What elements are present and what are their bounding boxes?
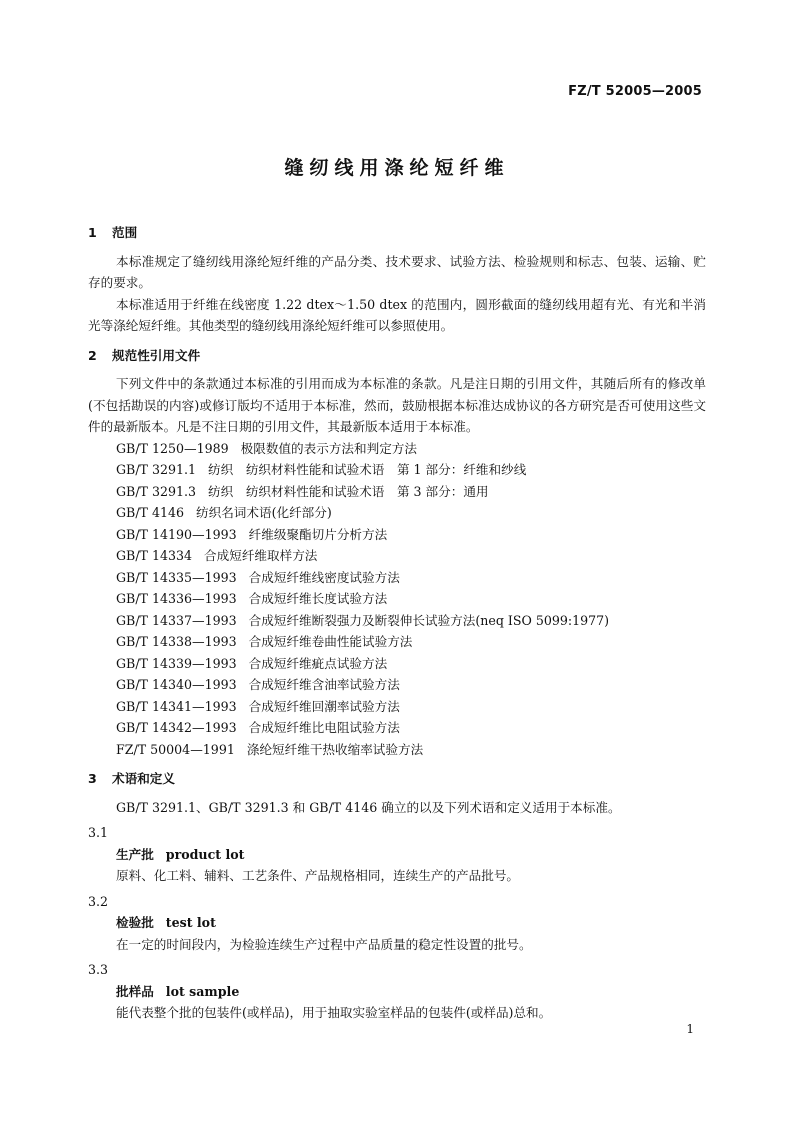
reference-title: 纺织名词术语(化纤部分)	[196, 505, 332, 520]
reference-title: 合成短纤维回潮率试验方法	[248, 698, 400, 714]
term-definition: 在一定的时间段内，为检验连续生产过程中产品质量的稳定性设置的批号。	[116, 936, 532, 952]
term-name-en: product lot	[165, 846, 245, 862]
term-definition: 能代表整个批的包装件(或样品)，用于抽取实验室样品的包装件(或样品)总和。	[116, 1005, 552, 1020]
reference-code: GB/T 14335—1993	[116, 569, 237, 585]
reference-code: GB/T 14337—1993	[116, 612, 237, 628]
reference-item	[88, 610, 706, 632]
reference-title: 合成短纤维卷曲性能试验方法	[248, 634, 413, 649]
reference-code: FZ/T 50004—1991	[116, 741, 235, 757]
section-scope	[88, 222, 706, 337]
reference-title: 合成短纤维断裂强力及断裂伸长试验方法(neq ISO 5099:1977)	[248, 612, 610, 628]
term-name-zh: 批样品	[116, 983, 154, 999]
reference-item	[88, 653, 706, 675]
section-title: 术语和定义	[112, 771, 175, 786]
section-references	[88, 345, 706, 761]
reference-item	[88, 438, 706, 460]
section-number: 1	[88, 225, 97, 240]
section-title: 范围	[112, 225, 138, 240]
section-title: 规范性引用文件	[112, 347, 201, 363]
section-number: 2	[88, 347, 97, 363]
reference-title: 合成短纤维取样方法	[204, 548, 318, 563]
paragraph: 本标准适用于纤维在线密度 1.22 dtex～1.50 dtex 的范围内，圆形截面的缝纫线用超有光、有光和半消光等涤纶短纤维。其他类型的缝纫线用涤纶短纤维可以参照使用。	[88, 296, 706, 333]
section-heading	[88, 222, 706, 244]
section-number: 3	[88, 771, 97, 786]
reference-code: GB/T 3291.3	[116, 483, 197, 499]
term-name	[88, 844, 706, 866]
reference-code: GB/T 14340—1993	[116, 677, 237, 692]
document-title: 缝纫线用涤纶短纤维	[284, 157, 510, 179]
reference-code: GB/T 1250—1989	[116, 440, 229, 456]
reference-code: GB/T 14334	[116, 548, 193, 563]
reference-code: GB/T 14190—1993	[116, 526, 237, 542]
reference-item	[88, 545, 706, 567]
reference-item	[88, 674, 706, 696]
reference-title: 合成短纤维比电阻试验方法	[248, 720, 400, 735]
reference-code: GB/T 3291.1	[116, 462, 197, 477]
reference-item	[88, 502, 706, 524]
standard-code: FZ/T 52005—2005	[568, 84, 702, 99]
document-body	[88, 222, 706, 1032]
reference-item	[88, 524, 706, 546]
reference-item	[88, 739, 706, 761]
paragraph: 本标准规定了缝纫线用涤纶短纤维的产品分类、技术要求、试验方法、检验规则和标志、包装、运输、贮存的要求。	[88, 253, 706, 290]
reference-item	[88, 717, 706, 739]
reference-title: 合成短纤维线密度试验方法	[248, 569, 400, 585]
section-heading	[88, 768, 706, 790]
term-name-zh: 生产批	[116, 846, 154, 862]
term-list	[88, 822, 706, 1024]
reference-title: 合成短纤维长度试验方法	[248, 591, 388, 606]
reference-title: 纺织 纺织材料性能和试验术语 第 3 部分：通用	[208, 483, 489, 499]
section-terms	[88, 768, 706, 1024]
reference-code: GB/T 14336—1993	[116, 591, 237, 606]
term-name	[88, 912, 706, 934]
page-number: 1	[686, 1022, 694, 1036]
paragraph: GB/T 3291.1、GB/T 3291.3 和 GB/T 4146 确立的以及下列术语和定义适用于本标准。	[116, 799, 621, 815]
reference-list	[88, 438, 706, 761]
reference-item	[88, 696, 706, 718]
reference-title: 合成短纤维疵点试验方法	[248, 655, 388, 671]
reference-title: 合成短纤维含油率试验方法	[248, 677, 400, 692]
term-number: 3.3	[88, 962, 109, 977]
reference-code: GB/T 14338—1993	[116, 634, 237, 649]
reference-title: 涤纶短纤维干热收缩率试验方法	[246, 741, 424, 757]
reference-code: GB/T 14341—1993	[116, 698, 237, 714]
reference-code: GB/T 4146	[116, 505, 185, 520]
reference-title: 极限数值的表示方法和判定方法	[240, 440, 417, 456]
reference-title: 纺织 纺织材料性能和试验术语 第 1 部分：纤维和纱线	[208, 462, 527, 477]
reference-title: 纤维级聚酯切片分析方法	[248, 526, 388, 542]
term-definition: 原料、化工料、辅料、工艺条件、产品规格相同，连续生产的产品批号。	[116, 868, 519, 883]
section-heading	[88, 345, 706, 367]
term-number: 3.1	[88, 825, 109, 840]
reference-item	[88, 567, 706, 589]
reference-code: GB/T 14339—1993	[116, 655, 237, 671]
term-name-en: test lot	[165, 915, 216, 930]
reference-item	[88, 481, 706, 503]
reference-item	[88, 588, 706, 610]
term-name-zh: 检验批	[116, 915, 154, 930]
term-name	[88, 981, 706, 1003]
paragraph: 下列文件中的条款通过本标准的引用而成为本标准的条款。凡是注日期的引用文件，其随后所有的修改单(不包括勘误的内容)或修订版均不适用于本标准，然而，鼓励根据本标准达成协议的各方研究是否可使用这些文件的最新版本。凡是不注日期的引用文件，其最新版本适用于本标准。	[88, 376, 706, 434]
term-name-en: lot sample	[165, 983, 240, 999]
reference-code: GB/T 14342—1993	[116, 720, 237, 735]
term-number: 3.2	[88, 893, 109, 909]
reference-item	[88, 631, 706, 653]
reference-item	[88, 459, 706, 481]
